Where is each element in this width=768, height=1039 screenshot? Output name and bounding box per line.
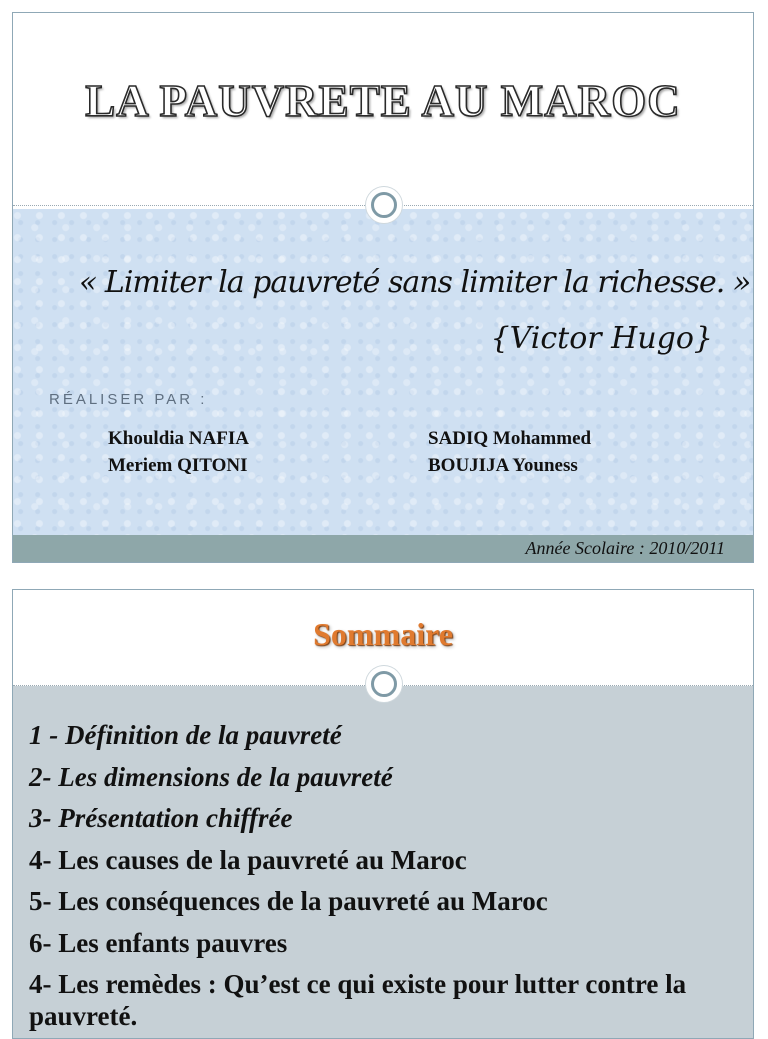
authors-left [108,425,249,479]
title-slide [12,12,754,563]
author-name: Khouldia NAFIA [108,428,249,449]
quote-text: « Limiter la pauvreté sans limiter la richesse. » [79,265,751,300]
author-name: Meriem QITONI [108,455,248,476]
school-year: Année Scolaire : 2010/2011 [525,538,725,558]
slide-title: LA PAUVRETE AU MAROC [85,76,681,126]
ring-ornament-icon [366,666,402,702]
list-item: 3- Présentation chiffrée [29,803,293,833]
quote-panel [13,209,753,537]
list-item: 1 - Définition de la pauvreté [29,720,342,750]
author-name: SADIQ Mohammed [428,428,592,449]
ring-ornament-icon [366,187,402,223]
list-item: 2- Les dimensions de la pauvreté [29,761,393,792]
list-item: 4- Les causes de la pauvreté au Maroc [29,844,467,875]
authors-right [428,425,591,479]
author-name: BOUJIJA Youness [428,455,578,476]
quote-author: {Victor Hugo} [490,321,713,356]
summary-list [29,715,729,1032]
list-item: 4- Les remèdes : Qu’est ce qui existe pour lutter contre la pauvreté. [29,969,687,1031]
summary-title: Sommaire [313,616,453,652]
list-item: 5- Les conséquences de la pauvreté au Maroc [29,886,548,916]
authors-label: RÉALISER PAR : [49,391,208,408]
summary-slide [12,589,754,1039]
list-item: 6- Les enfants pauvres [29,927,288,958]
footer-bar [13,535,753,562]
